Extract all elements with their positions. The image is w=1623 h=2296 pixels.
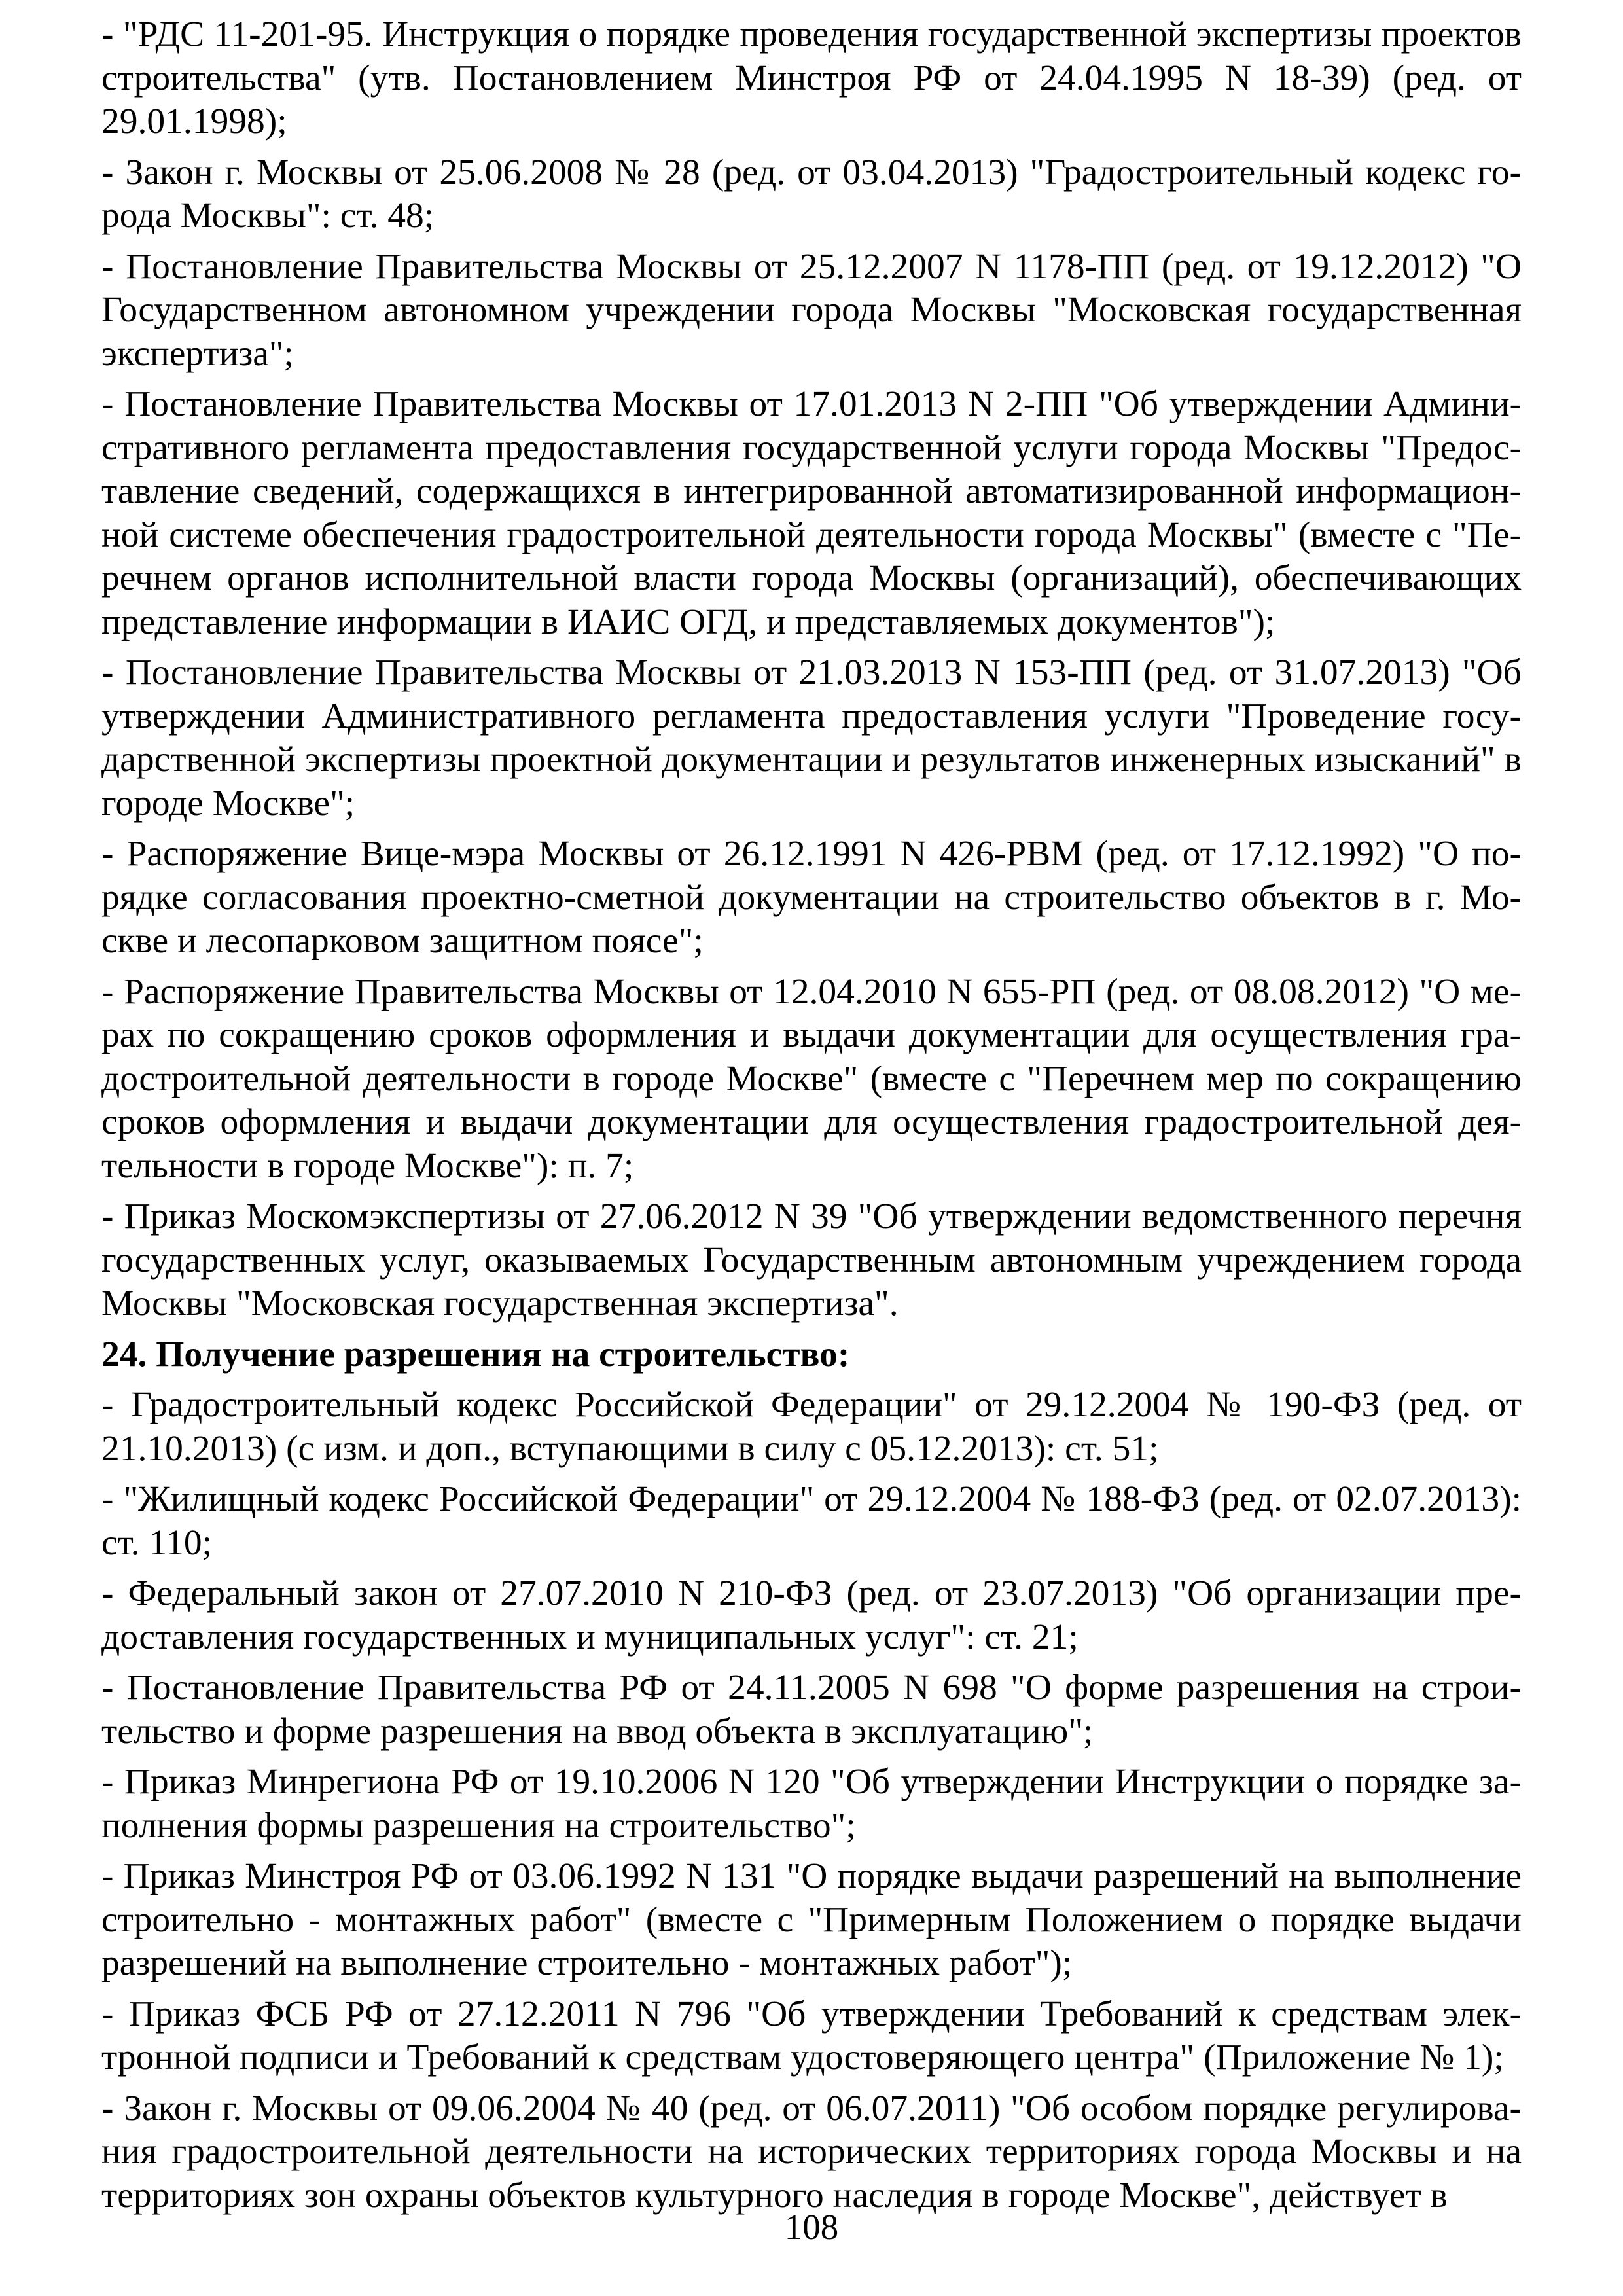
document-paragraph: - Распоряжение Правительства Москвы от 12.04.2010 N 655-РП (ред. от 08.08.2012) "О мерах по сокращению сроков оформления и выдачи документации для осуществления градостроительной деятельности в городе Москве" (вместе с "Перечнем мер по сокращению сроков оформления и выдачи документации для осуществления градостроительной деятельности в городе Москве"): п. 7; bbox=[101, 971, 1522, 1186]
document-paragraph: - Градостроительный кодекс Российской Федерации" от 29.12.2004 № 190-ФЗ (ред. от 21.10.2013) (с изм. и доп., вступающими в силу с 05.12.2013): ст. 51; bbox=[101, 1385, 1522, 1469]
document-paragraph: - Распоряжение Вице-мэра Москвы от 26.12.1991 N 426-РВМ (ред. от 17.12.1992) "О порядке согласования проектно-сметной документации на строительство объектов в г. Москве и лесопарковом защитном поясе"; bbox=[101, 834, 1522, 961]
document-paragraph: - Постановление Правительства РФ от 24.11.2005 N 698 "О форме разрешения на строительство и форме разрешения на ввод объекта в эксплуатацию"; bbox=[101, 1668, 1522, 1751]
document-paragraph: - Приказ Минрегиона РФ от 19.10.2006 N 120 "Об утверждении Инструкции о порядке заполнения формы разрешения на строительство"; bbox=[101, 1762, 1522, 1846]
document-paragraph: - Приказ Минстроя РФ от 03.06.1992 N 131 "О порядке выдачи разрешений на выполнение строительно - монтажных работ" (вместе с "Примерным Положением о порядке выдачи разрешений на выполнение строительно - монтажных работ"); bbox=[101, 1856, 1522, 1983]
document-paragraph: - "Жилищный кодекс Российской Федерации" от 29.12.2004 № 188-ФЗ (ред. от 02.07.2013): ст. 110; bbox=[101, 1479, 1522, 1563]
document-paragraph: - "РДС 11-201-95. Инструкция о порядке проведения государственной экспертизы проектов строительства" (утв. Постановлением Минстроя РФ от 24.04.1995 N 18-39) (ред. от 29.01.1998); bbox=[101, 14, 1522, 141]
document-paragraph: - Закон г. Москвы от 09.06.2004 № 40 (ред. от 06.07.2011) "Об особом порядке регулирования градостроительной деятельности на исторических территориях города Москвы и на территориях зон охраны объектов культурного наследия в городе Москве", действует в bbox=[101, 2088, 1522, 2215]
document-paragraph: - Приказ ФСБ РФ от 27.12.2011 N 796 "Об утверждении Требований к средствам электронной подписи и Требований к средствам удостоверяющего центра" (Приложение № 1); bbox=[101, 1994, 1522, 2077]
document-page bbox=[101, 13, 1522, 2225]
document-paragraph: - Постановление Правительства Москвы от 21.03.2013 N 153-ПП (ред. от 31.07.2013) "Об утверждении Административного регламента предоставления услуги "Проведение государственной экспертизы проектной документации и результатов инженерных изысканий" в городе Москве"; bbox=[101, 653, 1522, 823]
section-heading: 24. Получение разрешения на строительство: bbox=[101, 1334, 850, 1374]
document-paragraph: - Закон г. Москвы от 25.06.2008 № 28 (ред. от 03.04.2013) "Градостроительный кодекс города Москвы": ст. 48; bbox=[101, 152, 1522, 236]
page-number: 108 bbox=[784, 2207, 839, 2247]
document-paragraph: - Приказ Москомэкспертизы от 27.06.2012 N 39 "Об утверждении ведомственного перечня государственных услуг, оказываемых Государственным автономным учреждением города Москвы "Московская государственная экспертиза". bbox=[101, 1196, 1522, 1323]
document-paragraph: - Федеральный закон от 27.07.2010 N 210-ФЗ (ред. от 23.07.2013) "Об организации предоставления государственных и муниципальных услуг": ст. 21; bbox=[101, 1573, 1522, 1657]
document-paragraph: - Постановление Правительства Москвы от 25.12.2007 N 1178-ПП (ред. от 19.12.2012) "О Государственном автономном учреждении города Москвы "Московская государственная экспертиза"; bbox=[101, 246, 1522, 374]
document-paragraph: - Постановление Правительства Москвы от 17.01.2013 N 2-ПП "Об утверждении Административного регламента предоставления государственной услуги города Москвы "Предоставление сведений, содержащихся в интегрированной автоматизированной информационной системе обеспечения градостроительной деятельности города Москвы" (вместе с "Перечнем органов исполнительной власти города Москвы (организаций), обеспечивающих представление информации в ИАИС ОГД, и представляемых документов"); bbox=[101, 384, 1522, 642]
